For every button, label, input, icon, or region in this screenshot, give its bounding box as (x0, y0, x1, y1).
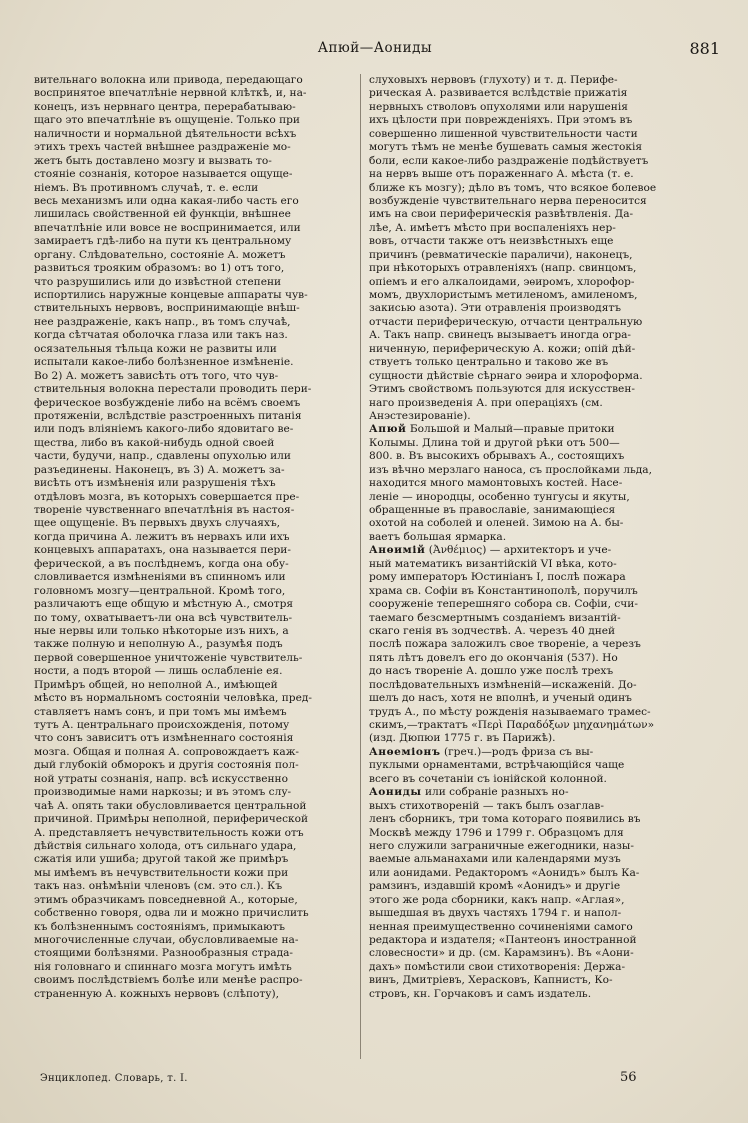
text-line: охотой на соболей и оленей. Зимою на А. бы- (369, 517, 624, 530)
text-line: собственно говоря, одва ли и можно причислить (34, 907, 309, 920)
text-line: различаютъ еще общую и мѣстную А., смотря (34, 598, 294, 611)
text-line: протяженіи, вслѣдствіе разстроенныхъ питанія (34, 409, 302, 422)
column-divider (360, 74, 361, 1059)
text-line: при нѣкоторыхъ отравленіяхъ (напр. свинцомъ, (369, 262, 637, 275)
text-line: совершенно лишенной чувствительности части (369, 127, 638, 140)
text-line: испытали какое-либо болѣзненное измѣненіе. (34, 356, 294, 369)
text-line: изъ вѣчно мерзлаго наноса, съ прослойками льда, (369, 463, 652, 476)
text-line: рамзинъ, издавшій кромѣ «Аонидъ» и другіе (369, 880, 621, 893)
text-line: наго произведенія А. при операціяхъ (см. (369, 396, 603, 409)
text-line: лишилась свойственной ей функціи, внѣшнее (34, 208, 291, 221)
entry-headword: Анѳеміонъ (369, 745, 441, 758)
text-line: Апюй Большой и Малый—правые притоки (369, 423, 615, 436)
text-line: органу. Слѣдовательно, состояніе А. можетъ (34, 248, 286, 261)
text-line: винъ, Дмитріевъ, Херасковъ, Капнистъ, Ко- (369, 974, 613, 987)
text-line: на нервъ выше отъ пораженнаго А. мѣста (т. е. (369, 168, 634, 181)
text-line: рическая А. развивается вслѣдствіе прижатія (369, 87, 628, 100)
text-line: 800. в. Въ высокихъ обрывахъ А., состоящихъ (369, 450, 625, 463)
text-line: слуховыхъ нервовъ (глухоту) и т. д. Перифе- (369, 74, 618, 86)
text-line: имъ на свои периферическія развѣтвленія. Да- (369, 208, 634, 221)
text-line: къ болѣзненнымъ состояніямъ, примыкаютъ (34, 920, 285, 933)
text-line: ставляетъ намъ сонъ, и при томъ мы имѣемъ (34, 705, 287, 718)
text-line: мы имѣемъ въ нечувствительности кожи при (34, 866, 289, 879)
text-line: вовъ, отчасти также отъ неизвѣстныхъ еще (369, 235, 614, 248)
text-line: воспринятое впечатлѣніе нервной клѣткѣ, и, на- (34, 87, 307, 100)
text-line: что сонъ зависитъ отъ измѣненнаго состоянія (34, 732, 294, 745)
text-line: Во 2) А. можетъ зависѣть отъ того, что чув- (34, 369, 279, 382)
text-line: Колымы. Длина той и другой рѣки отъ 500— (369, 436, 620, 449)
text-line: нія головнаго и спиннаго мозга могутъ имѣть (34, 960, 292, 973)
text-line: Аониды или собраніе разныхъ но- (369, 786, 569, 799)
text-line: Анѳеміонъ (греч.)—родъ фриза съ вы- (369, 745, 594, 758)
text-line: ный математикъ византійскій VI вѣка, кото- (369, 557, 617, 570)
text-line: лѣе, А. имѣетъ мѣсто при воспаленіяхъ нер- (369, 221, 616, 234)
text-line: момъ, двухлористымъ метиленомъ, амиленомъ, (369, 289, 638, 301)
text-line: осязательныя тѣльца кожи не развиты или (34, 342, 277, 355)
text-line: Анэстезированіе). (369, 409, 471, 422)
left-column (34, 74, 349, 1001)
text-line: когда причина А. лежитъ въ нервахъ или ихъ (34, 530, 290, 543)
text-line: части, будучи, напр., сдавлены опухолью или (34, 450, 291, 463)
text-line: А. представляетъ нечувствительность кожи отъ (34, 826, 304, 839)
text-line: этихъ трехъ частей внѣшнее раздраженіе мо- (34, 141, 291, 154)
text-line: скимъ,—трактатъ «Περὶ Παραδόξων μηχανημάτων» (369, 719, 655, 731)
text-line: конецъ, изъ нервнаго центра, перерабатываю- (34, 100, 296, 113)
text-line: ближе къ мозгу); дѣло въ томъ, что всякое болевое (369, 181, 657, 194)
text-line: производимые нами наркозы; и въ этомъ слу- (34, 786, 292, 799)
entry-headword: Апюй (369, 423, 407, 436)
text-line: Примѣръ общей, но неполной А., имѣющей (34, 678, 278, 691)
sheet-number: 56 (620, 1070, 637, 1085)
text-line: первой совершенное уничтоженіе чувствитель- (34, 651, 303, 664)
right-column (369, 74, 689, 1001)
text-line: ленъ сборникъ, три тома котораго появились въ (369, 813, 641, 826)
text-line: этимъ образчикамъ повседневной А., которые, (34, 893, 298, 906)
text-line: стояніе сознанія, которое называется ощуще- (34, 168, 293, 181)
text-line: ферическое возбужденіе либо на всёмъ своемъ (34, 396, 301, 409)
text-line: ниченную, периферическую А. кожи; опій дѣй- (369, 342, 636, 355)
text-line: головномъ мозгу—центральной. Кромѣ того, (34, 584, 286, 597)
text-line: также полную и неполную А., разумѣя подъ (34, 638, 283, 651)
running-head: Апюй—Аониды (317, 40, 433, 56)
text-line: пуклыми орнаментами, встрѣчающійся чаще (369, 759, 625, 772)
text-line: вышедшая въ двухъ частяхъ 1794 г. и напол- (369, 907, 622, 920)
text-line: храма св. Софіи въ Константинополѣ, поручилъ (369, 584, 638, 597)
text-line: послѣ пожара заложилъ свое твореніе, а черезъ (369, 638, 641, 651)
text-line: таемаго безсмертнымъ созданіемъ византій- (369, 611, 621, 624)
text-line: мозга. Общая и полная А. сопровождаетъ каж- (34, 745, 300, 758)
text-line: впечатлѣніе или вовсе не воспринимается, или (34, 221, 301, 234)
text-line: щаго это впечатлѣніе въ ощущеніе. Только при (34, 114, 300, 127)
text-line: ихъ цѣлости при поврежденіяхъ. При этомъ въ (369, 114, 633, 127)
text-line: возбужденіе чувствительнаго нерва переносится (369, 194, 647, 207)
text-line: или аонидами. Редакторомъ «Аонидъ» былъ Ка- (369, 866, 640, 879)
text-line: ствуетъ только центрально и таково же въ (369, 356, 609, 369)
text-line: весь механизмъ или одна какая-либо часть его (34, 194, 299, 207)
text-line: скаго генія въ зодчествѣ. А. черезъ 40 дней (369, 624, 616, 637)
text-line: отдѣловъ мозга, въ которыхъ совершается пре- (34, 490, 300, 503)
text-line: по тому, охватываетъ-ли она всѣ чувствитель- (34, 611, 293, 624)
text-line: наличности и нормальной дѣятельности всѣхъ (34, 127, 297, 140)
text-line: тутъ А. центральнаго происхожденія, потому (34, 719, 290, 731)
text-line: дѣйствія сильнаго холода, отъ сильнаго удара, (34, 839, 297, 852)
text-line: развиться трояким образомъ: во 1) отъ того, (34, 262, 285, 275)
text-line: ніемъ. Въ противномъ случаѣ, т. е. если (34, 181, 259, 194)
text-line: разъединены. Наконецъ, въ 3) А. можетъ за- (34, 463, 285, 476)
text-line: Анѳимій (Ἀνθέμιος) — архитекторъ и уче- (369, 544, 612, 557)
text-line: послѣдовательныхъ измѣненій—искаженій. До- (369, 678, 637, 691)
text-line: стоящими болѣзнями. Разнообразныя страда- (34, 947, 294, 960)
text-line: редактора и издателя; «Пантеонъ иностранной (369, 934, 637, 946)
text-line: дый глубокій обморокъ и другія состоянія пол- (34, 759, 299, 772)
text-line: ности, а подъ второй — лишь ослабленіе ея. (34, 665, 283, 678)
text-line: опіемъ и его алкалоидами, эѳиромъ, хлорофор- (369, 275, 635, 288)
text-line: чаѣ А. опять таки обусловливается центральной (34, 799, 307, 812)
text-line: причинъ (ревматическіе параличи), наконецъ, (369, 248, 633, 261)
text-line: замираетъ гдѣ-либо на пути къ центральному (34, 235, 292, 248)
text-line: ные нервы или только нѣкоторые изъ нихъ, а (34, 624, 289, 637)
text-line: ствительныя волокна перестали проводить пери- (34, 383, 312, 396)
entry-headword: Аониды (369, 786, 422, 799)
text-line: словесности» и др. (см. Карамзинъ). Въ «Аони- (369, 947, 634, 960)
text-line: сущности дѣйствіе сѣрнаго эѳира и хлороформа. (369, 369, 643, 382)
text-line: страненную А. кожныхъ нервовъ (слѣпоту), (34, 987, 279, 1000)
text-line: ненная преимущественно сочиненіями самого (369, 920, 633, 933)
text-line: или подъ вліяніемъ какого-либо ядовитаго ве- (34, 423, 294, 436)
text-line: ваемые альманахами или календарями музъ (369, 853, 621, 866)
text-line: сооруженіе теперешняго собора св. Софіи, счи- (369, 598, 638, 611)
text-line: своимъ послѣдствіемъ болѣе или менѣе распро- (34, 974, 303, 987)
text-line: ной утраты сознанія, напр. всѣ искусственно (34, 772, 288, 785)
text-line: концевыхъ аппаратахъ, она называется пери- (34, 544, 291, 557)
text-line: Москвѣ между 1796 и 1799 г. Образцомъ для (369, 826, 624, 839)
footer-note: Энциклопед. Словарь, т. I. (40, 1073, 188, 1084)
text-line: находится много мамонтовыхъ костей. Насе- (369, 477, 623, 490)
text-line: щества, либо въ какой-нибудь одной своей (34, 436, 275, 449)
text-line: что разрушились или до извѣстной степени (34, 275, 282, 288)
text-line: твореніе чувственнаго впечатлѣнія въ настоя- (34, 504, 295, 516)
text-line: всего въ сочетаніи съ іонійской колонной. (369, 772, 607, 785)
text-line: нее раздраженіе, какъ напр., въ томъ случаѣ, (34, 315, 291, 328)
text-line: дахъ» помѣстили свои стихотворенія: Держа- (369, 960, 626, 973)
text-line: нервныхъ стволовъ опухолями или нарушенія (369, 100, 628, 113)
text-line: такъ наз. онѣмѣніи членовъ (см. это сл.). Къ (34, 880, 283, 893)
text-line: словливается измѣненіями въ спинномъ или (34, 571, 286, 584)
text-line: испортились наружные концевые аппараты чув- (34, 289, 308, 301)
text-line: трудъ А., по мѣсту рожденія называемаго трамес- (369, 705, 651, 718)
text-line: сжатія или ушиба; другой такой же примѣръ (34, 853, 289, 866)
text-line: отчасти периферическую, отчасти центральную (369, 315, 643, 328)
text-line: стровъ, кн. Горчаковъ и самъ издатель. (369, 987, 592, 1000)
text-line: обращенные въ православіе, занимающіеся (369, 504, 616, 516)
text-line: причиной. Примѣры неполной, периферической (34, 813, 309, 826)
text-line: могутъ тѣмъ не менѣе бушевать самыя жестокія (369, 141, 643, 154)
text-line: ваетъ большая ярмарка. (369, 530, 507, 543)
text-line: шелъ до насъ, хотя не вполнѣ, и ученый одинъ (369, 692, 632, 705)
text-line: Этимъ свойствомъ пользуются для искусствен- (369, 383, 635, 396)
text-line: рому императоръ Юстиніанъ I, послѣ пожара (369, 571, 626, 584)
text-line: мѣсто въ нормальномъ состояніи человѣка, пред- (34, 692, 312, 705)
text-line: висѣть отъ измѣненія или разрушенія тѣхъ (34, 477, 276, 490)
text-line: до насъ твореніе А. дошло уже послѣ трехъ (369, 665, 614, 678)
text-line: пять лѣтъ довелъ его до окончанія (537). Но (369, 651, 618, 664)
text-line: выхъ стихотвореній — такъ былъ озаглав- (369, 799, 604, 812)
text-line: А. Такъ напр. свинецъ вызываетъ иногда огра- (369, 329, 632, 342)
text-line: закисью азота). Эти отравленія производятъ (369, 302, 621, 315)
text-line: щее ощущеніе. Въ первыхъ двухъ случаяхъ, (34, 517, 281, 530)
text-line: (изд. Дюпюи 1775 г. въ Парижѣ). (369, 732, 556, 745)
entry-headword: Анѳимій (369, 544, 426, 557)
page-header (30, 40, 720, 62)
text-line: ствительныхъ нервовъ, воспринимающіе внѣш- (34, 302, 300, 315)
text-line: этого же рода сборники, какъ напр. «Аглая», (369, 893, 625, 906)
text-line: когда сѣтчатая оболочка глаза или такъ наз. (34, 329, 288, 342)
text-line: леніе — инородцы, особенно тунгусы и якуты, (369, 490, 630, 503)
text-line: многочисленные случаи, обусловливаемые на- (34, 934, 299, 946)
text-line: боли, если какое-либо раздраженіе подѣйствуетъ (369, 154, 649, 167)
text-line: ферической, а въ послѣднемъ, когда она обу- (34, 557, 289, 570)
page-number: 881 (689, 39, 720, 58)
text-line: вительнаго волокна или привода, передающаго (34, 74, 303, 86)
text-line: жетъ быть доставлено мозгу и вызвать то- (34, 154, 272, 167)
text-line: него служили заграничные ежегодники, назы- (369, 839, 634, 852)
